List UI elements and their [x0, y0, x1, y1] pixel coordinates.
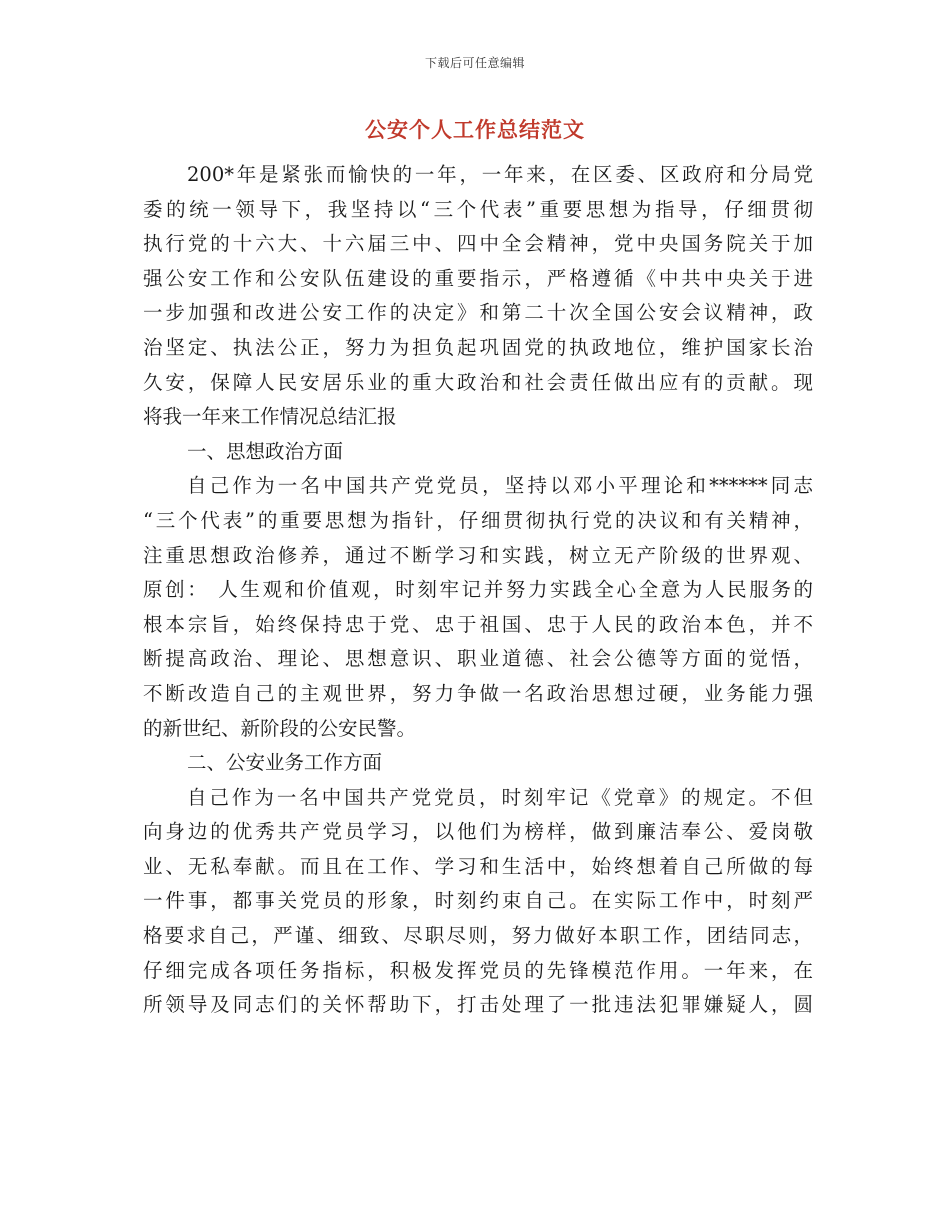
document-body	[143, 158, 813, 1023]
paragraph-line: 原创： 人生观和价值观，时刻牢记并努力实践全心全意为人民服务的	[143, 578, 813, 602]
paragraph-line: 的新世纪、新阶段的公安民警。	[143, 716, 417, 740]
paragraph-line: 强公安工作和公安队伍建设的重要指示，严格遵循《中共中央关于进	[143, 266, 813, 290]
paragraph-line: “三个代表”的重要思想为指针，仔细贯彻执行党的决议和有关精神，	[143, 508, 813, 532]
paragraph-line: 一步加强和改进公安工作的决定》和第二十次全国公安会议精神，政	[143, 301, 813, 325]
paragraph-line: 业、无私奉献。而且在工作、学习和生活中，始终想着自己所做的每	[143, 854, 813, 878]
paragraph-line: 注重思想政治修养，通过不断学习和实践，树立无产阶级的世界观、	[143, 543, 813, 567]
paragraph-line: 委的统一领导下，我坚持以“三个代表”重要思想为指导，仔细贯彻	[143, 197, 813, 221]
document-title: 公安个人工作总结范文	[365, 117, 585, 142]
paragraph-line: 根本宗旨，始终保持忠于党、忠于祖国、忠于人民的政治本色，并不	[143, 612, 813, 636]
paragraph-line: 格要求自己，严谨、细致、尽职尽则，努力做好本职工作，团结同志，	[143, 924, 813, 948]
page-header-note: 下载后可任意编辑	[424, 56, 525, 70]
paragraph-line: 200*年是紧张而愉快的一年，一年来，在区委、区政府和分局党	[187, 163, 813, 186]
paragraph-line: 所领导及同志们的关怀帮助下，打击处理了一批违法犯罪嫌疑人，圆	[143, 993, 813, 1017]
paragraph-line: 仔细完成各项任务指标，积极发挥党员的先锋模范作用。一年来，在	[143, 958, 813, 982]
paragraph-line: 向身边的优秀共产党员学习，以他们为榜样，做到廉洁奉公、爱岗敬	[143, 820, 813, 844]
section-heading: 一、思想政治方面	[187, 439, 344, 463]
paragraph-line: 断提高政治、理论、思想意识、职业道德、社会公德等方面的觉悟，	[143, 647, 813, 671]
paragraph-line: 治坚定、执法公正，努力为担负起巩固党的执政地位，维护国家长治	[143, 335, 813, 359]
section-heading: 二、公安业务工作方面	[187, 751, 383, 775]
paragraph-line: 执行党的十六大、十六届三中、四中全会精神，党中央国务院关于加	[143, 232, 813, 256]
paragraph-line: 自己作为一名中国共产党党员，坚持以邓小平理论和******同志	[187, 474, 813, 498]
paragraph-line: 自己作为一名中国共产党党员，时刻牢记《党章》的规定。不但	[187, 785, 813, 809]
paragraph-line: 不断改造自己的主观世界，努力争做一名政治思想过硬，业务能力强	[143, 681, 813, 705]
paragraph-line: 久安，保障人民安居乐业的重大政治和社会责任做出应有的贡献。现	[143, 370, 813, 394]
paragraph-line: 将我一年来工作情况总结汇报	[143, 405, 397, 429]
paragraph-line: 一件事，都事关党员的形象，时刻约束自己。在实际工作中，时刻严	[143, 889, 813, 913]
